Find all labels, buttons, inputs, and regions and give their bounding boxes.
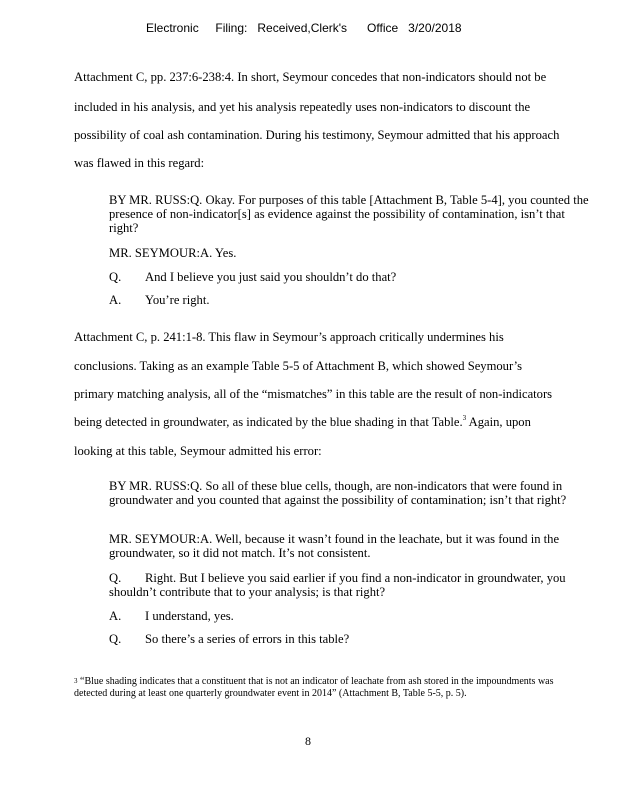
quote1-seymour-answer: MR. SEYMOUR:A. Yes. [109,246,237,260]
page-number: 8 [305,734,311,748]
para2-line2: conclusions. Taking as an example Table 5-5 of Attachment B, which showed Seymour’s [74,359,523,373]
qa-text: Right. But I believe you said earlier if you find a non-indicator in groundwater, you shouldn’t contribute that to your analysis; is that right? [109,571,566,599]
para2-line4 [74,415,531,430]
qa-text: And I believe you just said you shouldn’t do that? [145,270,397,284]
footnote-number: 3 [74,677,78,685]
qa-text: So there’s a series of errors in this table? [145,632,350,646]
para2-line1: Attachment C, p. 241:1-8. This flaw in Seymour’s approach critically undermines his [74,330,504,344]
quote2-seymour-answer: MR. SEYMOUR:A. Well, because it wasn’t found in the leachate, but it was found in the groundwater, so it did not match. It’s not consistent. [109,532,560,560]
qa-tag: A. [109,609,122,623]
qa-text: I understand, yes. [145,609,234,623]
para1-line4: was flawed in this regard: [74,156,205,170]
footnote-ref[interactable]: 3 [462,414,467,422]
footnote [74,676,554,700]
qa-tag: Q. [109,571,122,585]
quote2-question2-row [109,632,349,647]
para2-line5: looking at this table, Seymour admitted his error: [74,444,322,458]
para1-line2: included in his analysis, and yet his analysis repeatedly uses non-indicators to discount the [74,100,531,114]
para1-line3: possibility of coal ash contamination. During his testimony, Seymour admitted that his approach [74,128,560,142]
para2-line3: primary matching analysis, all of the “mismatches” in this table are the result of non-indicators [74,387,553,401]
quote2-answer-row [109,609,234,624]
qa-text: You’re right. [145,293,210,307]
footnote-text: “Blue shading indicates that a constituent that is not an indicator of leachate from ash stored in the impoundments was detected during at least one quarterly groundwater event in 2014” (Attachment B, Table 5-5, p. 5). [74,676,554,699]
quote1-question-row [109,270,396,285]
quote1-russ-question: BY MR. RUSS:Q. Okay. For purposes of this table [Attachment B, Table 5-4], you counted the presence of non-indicator[s] as evidence against the possibility of contamination, isn’t that right? [109,193,589,235]
efiling-header: Electronic Filing: Received,Clerk's Office 3/20/2018 [146,21,462,35]
quote2-russ-question: BY MR. RUSS:Q. So all of these blue cells, though, are non-indicators that were found in groundwater and you counted that against the possibility of contamination; isn’t that right? [109,479,567,507]
para1-line1: Attachment C, pp. 237:6-238:4. In short, Seymour concedes that non-indicators should not be [74,70,547,84]
qa-tag: Q. [109,632,122,646]
qa-tag: Q. [109,270,122,284]
para2-line4-tail: Again, upon [466,415,531,429]
quote2-question1-row [109,571,589,599]
para2-line4-text: being detected in groundwater, as indicated by the blue shading in that Table. [74,415,463,429]
quote1-answer-row [109,293,210,308]
qa-tag: A. [109,293,122,307]
